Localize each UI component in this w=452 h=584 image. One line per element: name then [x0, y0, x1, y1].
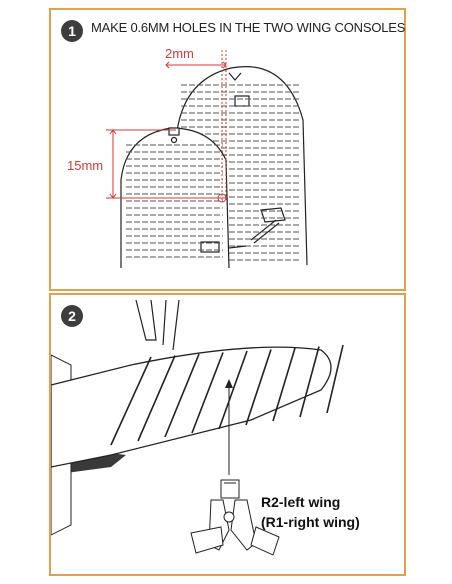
part-label: R2-left wing	[261, 494, 341, 510]
vertical-dimension-label: 15mm	[67, 158, 104, 173]
wing-assembly-drawing	[51, 295, 408, 578]
step-1-badge: 1	[61, 20, 83, 42]
step-2-panel	[49, 293, 406, 576]
wing-outline	[51, 347, 331, 467]
step-1-panel	[49, 8, 406, 291]
wing-rib	[327, 345, 343, 413]
step-1-instruction: MAKE 0.6MM HOLES IN THE TWO WING CONSOLES	[91, 20, 406, 35]
landing-gear-strut	[136, 300, 179, 350]
step-2-badge: 2	[61, 305, 83, 327]
part-label-alt: (R1-right wing)	[261, 514, 360, 530]
wing-consoles-drawing	[51, 10, 408, 293]
horizontal-dimension-label: 2mm	[165, 46, 194, 61]
